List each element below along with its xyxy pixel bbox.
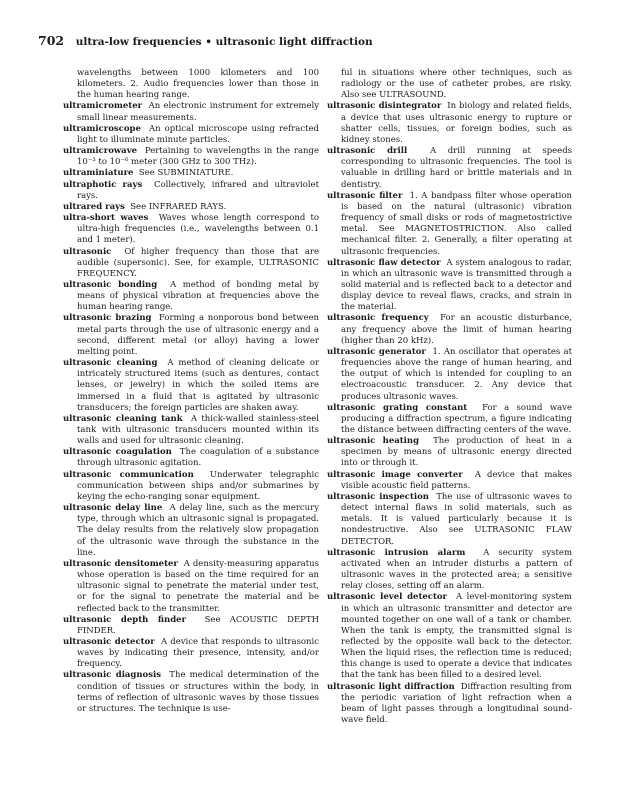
entry-term: ultrasonic cleaning (63, 358, 158, 369)
running-title: ultra-low frequencies • ultrasonic light diffraction (75, 36, 373, 48)
entry-definition: See SUBMINIATURE. (138, 168, 234, 179)
entry-term: ultrared rays (63, 201, 125, 212)
entry-term: ultrasonic densitometer (63, 558, 178, 569)
entry (63, 180, 319, 202)
entry-term: ultrasonic detector (63, 636, 155, 647)
entry-definition: A thick-walled stainless-steel tank with ultrasonic transducers mounted within its walls and used for ultrasonic cleaning. (77, 413, 319, 447)
entry-term: ultrasonic (63, 246, 112, 257)
entry (327, 313, 572, 346)
entry (63, 470, 319, 503)
entry-term: ultra-short waves (63, 213, 149, 224)
entry-definition: Underwater telegraphic communication between ships and/or submarines by keying the echo-ranging sonar equipment. (77, 469, 320, 502)
entry-definition: 1. A bandpass filter whose operation is based on the natural (ultrasonic) vibration frequency of small disks or rods of magnetostrictive metal. See MAGNETOSTRICTION. Also called mechanical filter. 2. Generally, a filter operating at ultrasonic frequencies. (341, 190, 572, 257)
entry-term: ultramicrometer (63, 101, 143, 112)
entry (63, 101, 319, 123)
entry-term: ultrasonic frequency (327, 313, 429, 324)
entry-term: ultrasonic image converter (327, 469, 463, 480)
entry-continuation: ful in situations where other techniques, such as radiology or the use of catheter probes, are risky. Also see ULTRASOUND. (341, 68, 572, 101)
entry (63, 615, 319, 637)
entry-definition: The medical determination of the condition of tissues or structures within the body, in terms of reflection of ultrasonic waves by those tissues or structures. The technique is use- (77, 670, 320, 714)
entry (63, 280, 319, 313)
entry-definition: A method of bonding metal by means of physical vibration at frequencies above the human hearing range. (77, 279, 319, 313)
entry (327, 682, 572, 727)
entry (327, 470, 572, 492)
entry (63, 559, 319, 615)
entry (63, 247, 319, 280)
entry-term: ultrasonic level detector (327, 592, 448, 603)
entry-term: ultrasonic flaw detector (327, 257, 441, 268)
entry-term: ultrasonic grating constant (327, 402, 468, 413)
entry-term: ultrasonic filter (327, 190, 403, 201)
entry-term: ultrasonic heating (327, 436, 420, 447)
entry-term: ultrasonic depth finder (63, 614, 187, 625)
entry (327, 548, 572, 593)
entry-definition: A level-monitoring system in which an ultrasonic transmitter and detector are mounted together on one wall of a tank or chamber. When the tank is empty, the transmitted signal is reflected by the opposite wall back to the detector. When the liquid rises, the reflection time is reduced; this change is used to operate a device that indicates that the tank has been filled to a desired level. (341, 592, 572, 681)
entry-definition: Forming a nonporous bond between metal parts through the use of ultrasonic energy and a second, different metal (or alloy) having a lower melting point. (77, 313, 319, 357)
entry-term: ultrasonic inspection (327, 491, 429, 502)
entry (63, 670, 319, 715)
entry-definition: Waves whose length correspond to ultra-high frequencies (i.e., wavelengths between 0.1 and 1 meter). (77, 213, 319, 246)
entry-term: ultrasonic communication (63, 469, 194, 480)
entry (63, 414, 319, 447)
entry (63, 213, 319, 246)
entry-definition: A method of cleaning delicate or intricately structured items (such as dentures, contact lenses, or jewelry) in which the soiled items are immersed in a fluid that is agitated by ultrasonic transducers; the foreign particles are shaken away. (77, 358, 320, 413)
entry-term: ultrasonic delay line (63, 503, 163, 514)
entry (327, 101, 572, 146)
entry-definition: In biology and related fields, a device that uses ultrasonic energy to rupture or shatter cells, tissues, or foreign bodies, such as kidney stones. (341, 101, 572, 145)
entry-definition: A system analogous to radar, in which an ultrasonic wave is transmitted through a solid material and is reflected back to a detector and display device to reveal flaws, cracks, and strain in the material. (341, 257, 573, 313)
page-number: 702 (38, 33, 65, 48)
entry-term: ultrasonic diagnosis (63, 670, 162, 681)
running-header (38, 33, 373, 48)
entry-definition: See INFRARED RAYS. (130, 201, 227, 212)
entry-definition: Collectively, infrared and ultraviolet rays. (77, 179, 320, 201)
entry-definition: For an acoustic disturbance, any frequency above the limit of human hearing (higher than 20 kHz). (341, 313, 572, 346)
entry-term: ultramicroscope (63, 123, 141, 134)
entry-definition: A security system activated when an intruder disturbs a pattern of ultrasonic waves in the protected area; a sensitive relay closes, setting off an alarm. (341, 547, 573, 592)
entry (327, 258, 572, 314)
entry (327, 592, 572, 681)
entry-definition: Pertaining to wavelengths in the range 10⁻³ to 10⁻⁶ meter (300 GHz to 300 THz). (77, 146, 319, 168)
entry-definition: A device that makes visible acoustic field patterns. (341, 469, 572, 491)
entry-term: ultrasonic brazing (63, 313, 152, 324)
entry-definition: A drill running at speeds corresponding to ultrasonic frequencies. The tool is valuable in drilling hard or brittle materials and in dentistry. (341, 146, 572, 190)
entry (63, 637, 319, 670)
entry-definition: A density-measuring apparatus whose operation is based on the time required for an ultrasonic signal to penetrate the material under test, or for the signal to penetrate the material and be reflected back to the transmitter. (77, 558, 319, 614)
entry-term: ultrasonic cleaning tank (63, 413, 183, 424)
entry-term: ultrasonic coagulation (63, 447, 172, 458)
entry-definition: Of higher frequency than those that are audible (supersonic). See, for example, ULTRASONIC FREQUENCY. (77, 246, 319, 279)
entry-term: ultramicrowave (63, 146, 138, 157)
entry-term: ultrasonic intrusion alarm (327, 547, 466, 558)
entry-term: ultrasonic light diffraction (327, 681, 455, 692)
entry (63, 447, 319, 469)
entry-definition: An optical microscope using refracted light to illuminate minute particles. (77, 123, 319, 145)
entry-term: ultraminiature (63, 168, 134, 179)
entry-term: ultrasonic bonding (63, 279, 158, 290)
entry-term: ultrasonic disintegrator (327, 101, 442, 112)
entry-term: ultrasonic generator (327, 346, 426, 357)
entry (63, 202, 319, 213)
entry-definition: Diffraction resulting from the periodic variation of light refraction when a beam of light passes through a longitudinal sound-wave field. (341, 681, 572, 726)
entry-definition: An electronic instrument for extremely small linear measurements. (77, 101, 319, 123)
entry (63, 124, 319, 146)
entry-definition: A device that responds to ultrasonic waves by indicating their presence, intensity, and/or frequency. (77, 636, 319, 670)
right-column (327, 68, 572, 726)
entry-definition: For a sound wave producing a diffraction spectrum, a figure indicating the distance between diffracting centers of the wave. (341, 402, 572, 435)
entry (327, 403, 572, 436)
entry (327, 146, 572, 191)
entry-definition: The production of heat in a specimen by means of ultrasonic energy directed into or through it. (341, 436, 572, 469)
entry-definition: The use of ultrasonic waves to detect internal flaws in solid materials, such as metals. It is valued particularly because it is nondestructive. Also see ULTRASONIC FLAW DETECTOR. (341, 491, 573, 547)
entry (327, 191, 572, 258)
entry-definition: See ACOUSTIC DEPTH FINDER. (77, 614, 319, 636)
entry-term: ultrasonic drill (327, 146, 408, 157)
entry (63, 358, 319, 414)
entry (63, 146, 319, 168)
entry-definition: A delay line, such as the mercury type, through which an ultrasonic signal is propagated. The delay results from the relatively slow propagation of the ultrasonic wave through the substance in the line. (77, 503, 320, 558)
entry-definition: 1. An oscillator that operates at frequencies above the range of human hearing, and the output of which is intended for coupling to an electroacoustic transducer. 2. Any device that produces ultrasonic waves. (341, 346, 573, 402)
entry (63, 503, 319, 559)
entry (327, 492, 572, 548)
entry-definition: The coagulation of a substance through ultrasonic agitation. (77, 447, 319, 469)
entry (327, 436, 572, 469)
entry-term: ultraphotic rays (63, 179, 143, 190)
entry-continuation: wavelengths between 1000 kilometers and 100 kilometers. 2. Audio frequencies lower than those in the human hearing range. (77, 68, 319, 101)
left-column (63, 68, 319, 715)
entry (63, 313, 319, 358)
entry (327, 347, 572, 403)
entry (63, 168, 319, 179)
